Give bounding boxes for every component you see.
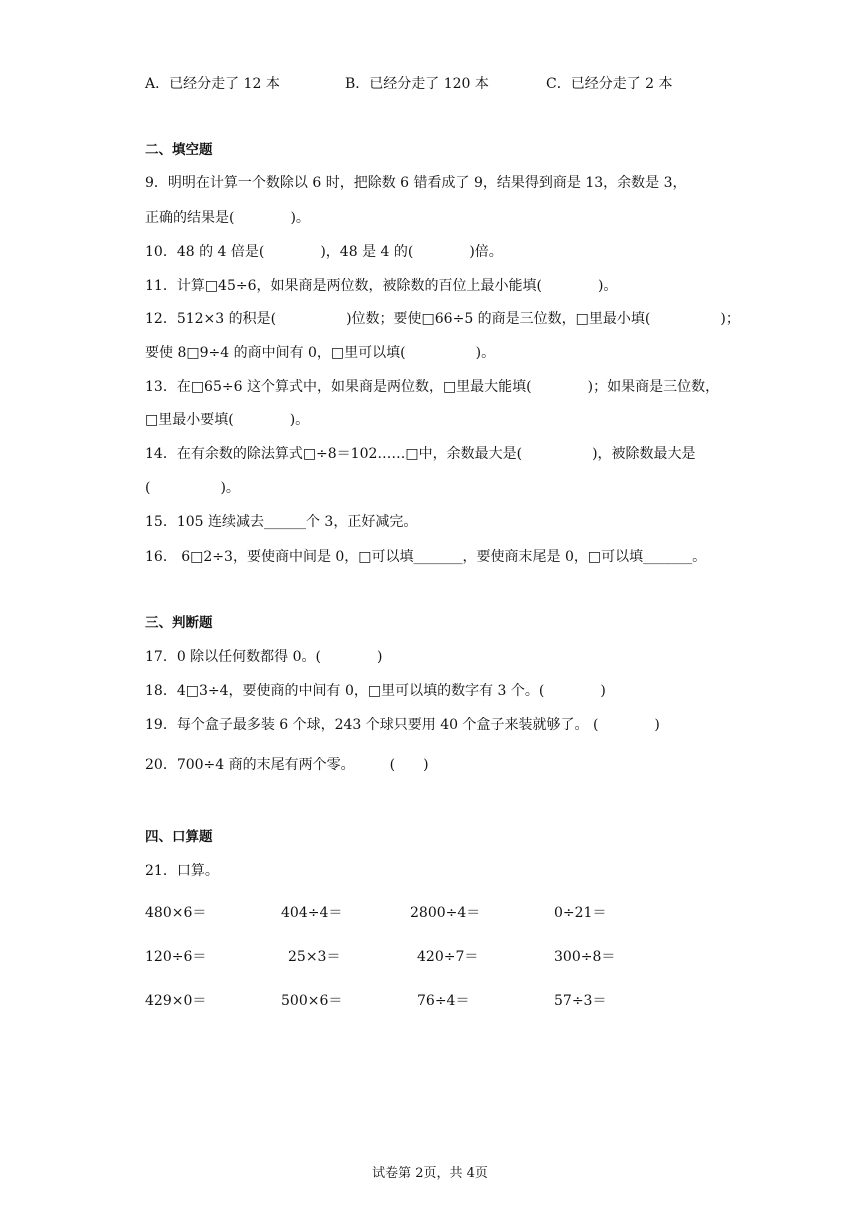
page-footer: 试卷第 2页，共 4页 bbox=[372, 1166, 488, 1181]
question-9-line-2: 正确的结果是( )。 bbox=[145, 210, 310, 226]
oral-calc-item: 429×0＝ bbox=[145, 993, 207, 1009]
oral-calc-item: 404÷4＝ bbox=[281, 905, 343, 921]
oral-calc-item: 300÷8＝ bbox=[554, 949, 616, 965]
section-heading-fill-in: 二、填空题 bbox=[145, 142, 213, 158]
section-heading-oral: 四、口算题 bbox=[145, 829, 213, 845]
question-16: 16． 6□2÷3，要使商中间是 0，□可以填_______，要使商末尾是 0，□可以填_______。 bbox=[145, 549, 707, 565]
oral-calc-item: 0÷21＝ bbox=[554, 905, 607, 921]
question-20: 20．700÷4 商的末尾有两个零。 ( ) bbox=[145, 757, 429, 773]
oral-calc-item: 480×6＝ bbox=[145, 905, 207, 921]
question-14-line-1: 14．在有余数的除法算式□÷8＝102……□中，余数最大是( )，被除数最大是 bbox=[145, 446, 696, 462]
question-17: 17．0 除以任何数都得 0。( ) bbox=[145, 649, 383, 665]
section-heading-judge: 三、判断题 bbox=[145, 615, 213, 631]
option-b: B．已经分走了 120 本 bbox=[345, 76, 489, 92]
question-12-line-2: 要使 8□9÷4 的商中间有 0，□里可以填( )。 bbox=[145, 345, 496, 361]
question-12-line-1: 12．512×3 的积是( )位数；要使□66÷5 的商是三位数，□里最小填( )； bbox=[145, 311, 740, 327]
question-19: 19．每个盒子最多装 6 个球，243 个球只要用 40 个盒子来装就够了。 ( ) bbox=[145, 717, 660, 733]
oral-calc-item: 57÷3＝ bbox=[554, 993, 607, 1009]
question-21: 21．口算。 bbox=[145, 863, 219, 879]
question-15: 15．105 连续减去______个 3，正好减完。 bbox=[145, 514, 418, 530]
question-14-line-2: ( )。 bbox=[145, 480, 240, 496]
oral-calc-item: 120÷6＝ bbox=[145, 949, 207, 965]
oral-calc-item: 76÷4＝ bbox=[417, 993, 470, 1009]
option-c: C．已经分走了 2 本 bbox=[546, 76, 673, 92]
oral-calc-item: 2800÷4＝ bbox=[410, 905, 481, 921]
question-10: 10．48 的 4 倍是( )，48 是 4 的( )倍。 bbox=[145, 244, 503, 260]
question-11: 11．计算□45÷6，如果商是两位数，被除数的百位上最小能填( )。 bbox=[145, 278, 618, 294]
oral-calc-item: 500×6＝ bbox=[281, 993, 343, 1009]
question-13-line-2: □里最小要填( )。 bbox=[145, 412, 310, 428]
oral-calc-item: 25×3＝ bbox=[288, 949, 341, 965]
question-13-line-1: 13．在□65÷6 这个算式中，如果商是两位数，□里最大能填( )；如果商是三位数， bbox=[145, 379, 720, 395]
question-9-line-1: 9．明明在计算一个数除以 6 时，把除数 6 错看成了 9，结果得到商是 13，余数是 3， bbox=[145, 175, 687, 191]
oral-calc-item: 420÷7＝ bbox=[417, 949, 479, 965]
question-18: 18．4□3÷4，要使商的中间有 0，□里可以填的数字有 3 个。( ) bbox=[145, 683, 606, 699]
option-a: A．已经分走了 12 本 bbox=[145, 76, 280, 92]
